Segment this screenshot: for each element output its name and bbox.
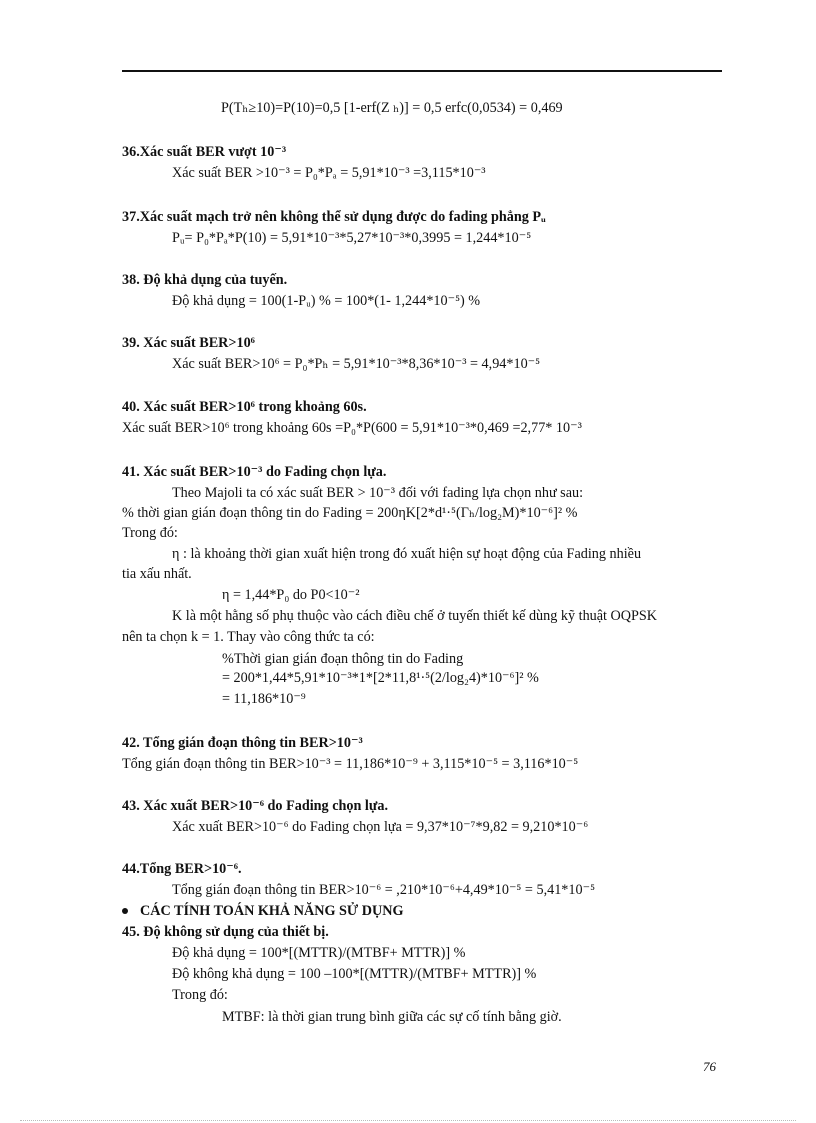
heading-36: 36.Xác suất BER vượt 10⁻³: [122, 144, 287, 160]
heading-39: 39. Xác suất BER>10⁶: [122, 335, 255, 351]
equation-38: Độ khả dụng = 100(1-Pᵤ) % = 100*(1- 1,244*10⁻⁵) %: [172, 293, 481, 309]
equation-45-unavailability: Độ không khả dụng = 100 –100*[(MTTR)/(MTBF+ MTTR)] %: [172, 966, 537, 982]
text-41-intro: Theo Majoli ta có xác suất BER > 10⁻³ đối với fading lựa chọn như sau:: [172, 485, 584, 501]
section-heading-text: CÁC TÍNH TOÁN KHẢ NĂNG SỬ DỤNG: [140, 903, 404, 919]
text-eta-def: η : là khoảng thời gian xuất hiện trong đó xuất hiện sự hoạt động của Fading nhiều: [172, 546, 642, 562]
equation-41-result: = 11,186*10⁻⁹: [222, 691, 306, 707]
text-mtbf-def: MTBF: là thời gian trung bình giữa các sự cố tính bằng giờ.: [222, 1009, 562, 1025]
heading-42: 42. Tổng gián đoạn thông tin BER>10⁻³: [122, 735, 363, 751]
equation-36: Xác suất BER >10⁻³ = P₀*Pₐ = 5,91*10⁻³ =3,115*10⁻³: [172, 165, 486, 181]
bullet-icon: [122, 908, 128, 914]
text-trong-do-1: Trong đó:: [122, 525, 178, 541]
heading-37: 37.Xác suất mạch trở nên không thể sử dụng được do fading phẳng Pᵤ: [122, 209, 546, 225]
heading-44: 44.Tổng BER>10⁻⁶.: [122, 861, 242, 877]
text-eta-def-cont: tia xấu nhất.: [122, 566, 192, 582]
page-number: 76: [703, 1059, 716, 1074]
text-k-def: K là một hằng số phụ thuộc vào cách điều chế ở tuyến thiết kế dùng kỹ thuật OQPSK: [172, 608, 658, 624]
header-rule: [122, 70, 722, 72]
equation-42: Tổng gián đoạn thông tin BER>10⁻³ = 11,186*10⁻⁹ + 3,115*10⁻⁵ = 3,116*10⁻⁵: [122, 756, 579, 772]
text-trong-do-2: Trong đó:: [172, 987, 228, 1003]
heading-45: 45. Độ không sử dụng của thiết bị.: [122, 924, 329, 940]
equation-40: Xác suất BER>10⁶ trong khoảng 60s =P₀*P(600 = 5,91*10⁻³*0,469 =2,77* 10⁻³: [122, 420, 582, 436]
heading-43: 43. Xác xuất BER>10⁻⁶ do Fading chọn lựa.: [122, 798, 389, 814]
text-k-choice: nên ta chọn k = 1. Thay vào công thức ta có:: [122, 629, 375, 645]
section-heading-bullet: [122, 902, 404, 920]
footer-rule: [20, 1120, 796, 1121]
heading-40: 40. Xác suất BER>10⁶ trong khoảng 60s.: [122, 399, 367, 415]
equation-45-availability: Độ khả dụng = 100*[(MTTR)/(MTBF+ MTTR)] %: [172, 945, 466, 961]
equation-44: Tổng gián đoạn thông tin BER>10⁻⁶ = ,210*10⁻⁶+4,49*10⁻⁵ = 5,41*10⁻⁵: [172, 882, 596, 898]
equation-39: Xác suất BER>10⁶ = P₀*Pₕ = 5,91*10⁻³*8,36*10⁻³ = 4,94*10⁻⁵: [172, 356, 541, 372]
heading-38: 38. Độ khả dụng của tuyến.: [122, 272, 288, 288]
heading-41: 41. Xác suất BER>10⁻³ do Fading chọn lựa.: [122, 464, 387, 480]
text-percent-label: %Thời gian gián đoạn thông tin do Fading: [222, 651, 464, 667]
equation-41-sub: = 200*1,44*5,91*10⁻³*1*[2*11,8¹·⁵(2/log₂4)*10⁻⁶]² %: [222, 670, 539, 686]
equation-37: Pᵤ= P₀*Pₐ*P(10) = 5,91*10⁻³*5,27*10⁻³*0,3995 = 1,244*10⁻⁵: [172, 230, 532, 246]
equation-eta: η = 1,44*P₀ do P0<10⁻²: [222, 587, 360, 603]
equation-41-formula: % thời gian gián đoạn thông tin do Fading = 200ηK[2*d¹·⁵(Γₕ/log₂M)*10⁻⁶]² %: [122, 505, 578, 521]
equation-43: Xác xuất BER>10⁻⁶ do Fading chọn lựa = 9,37*10⁻⁷*9,82 = 9,210*10⁻⁶: [172, 819, 589, 835]
equation-pt10: P(Tₕ≥10)=P(10)=0,5 [1-erf(Z ₕ)] = 0,5 erfc(0,0534) = 0,469: [221, 100, 563, 116]
